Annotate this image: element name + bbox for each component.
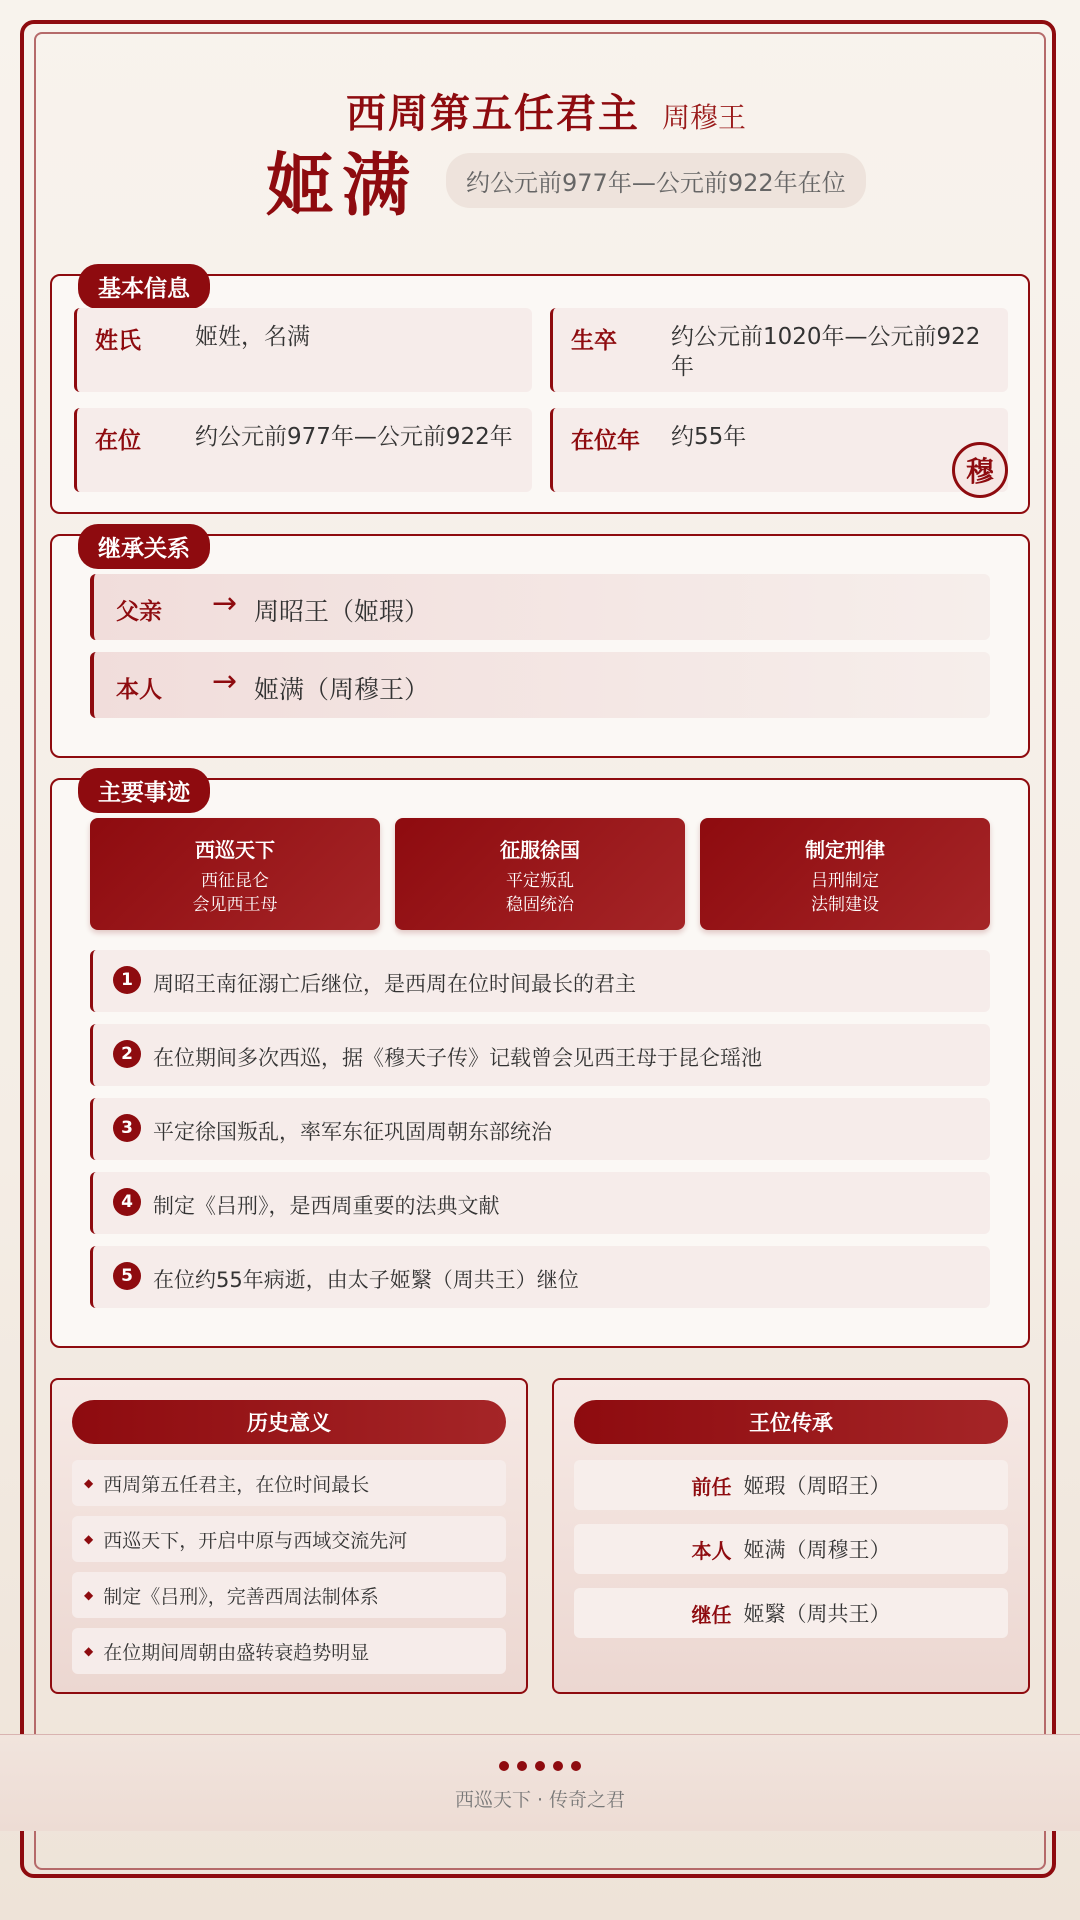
fact-number: 4: [113, 1188, 141, 1216]
events-card: [50, 778, 1030, 1348]
page-subtitle: 周穆王: [662, 101, 747, 134]
event-title: 西巡天下: [195, 838, 275, 862]
fact-text: 周昭王南征溺亡后继位，是西周在位时间最长的君主: [153, 972, 636, 996]
fact-item: [90, 950, 990, 1012]
arrow-right-icon: →: [212, 664, 238, 699]
throne-title: 王位传承: [574, 1400, 1008, 1444]
diamond-icon: ◆: [84, 1476, 94, 1490]
info-cell-reign-years: [550, 408, 1008, 492]
info-key: 在位年: [571, 428, 640, 454]
event-desc-line: 吕刑制定: [811, 871, 879, 891]
succession-value: 周昭王（姬瑕）: [254, 597, 430, 626]
fact-number: 5: [113, 1262, 141, 1290]
significance-item: [72, 1460, 506, 1506]
significance-title: 历史意义: [72, 1400, 506, 1444]
succession-card: [50, 534, 1030, 758]
diamond-icon: ◆: [84, 1532, 94, 1546]
throne-key: 前任: [691, 1474, 732, 1499]
throne-item-predecessor: [574, 1460, 1008, 1510]
fact-item: [90, 1246, 990, 1308]
succession-value: 姬满（周穆王）: [254, 675, 430, 704]
significance-text: 在位期间周朝由盛转衰趋势明显: [103, 1641, 370, 1664]
info-cell-surname: [74, 308, 532, 392]
info-cell-reign: [74, 408, 532, 492]
title-row: [346, 82, 746, 139]
event-desc-line: 法制建设: [811, 895, 879, 915]
reign-badge: 约公元前977年—公元前922年在位: [446, 153, 866, 208]
succession-tag: 继承关系: [78, 524, 210, 569]
event-desc-line: 稳固统治: [506, 895, 574, 915]
dot-icon: [499, 1761, 509, 1771]
basic-info-card: [50, 274, 1030, 514]
throne-key: 继任: [691, 1602, 732, 1627]
ruler-name: 姬满: [266, 146, 419, 226]
footer-text: 西巡天下 · 传奇之君: [454, 1789, 626, 1811]
throne-item-successor: [574, 1588, 1008, 1638]
fact-number: 1: [113, 966, 141, 994]
significance-text: 制定《吕刑》，完善西周法制体系: [103, 1585, 379, 1608]
throne-item-self: [574, 1524, 1008, 1574]
info-key: 在位: [95, 428, 141, 454]
info-key: 生卒: [571, 328, 617, 354]
event-desc: [90, 869, 380, 917]
footer-dots: [0, 1761, 1080, 1771]
footer: [0, 1734, 1080, 1831]
event-box-xu-conquest: [395, 818, 685, 930]
fact-number: 2: [113, 1040, 141, 1068]
info-value: 约55年: [671, 424, 747, 450]
info-value: 姬姓，名满: [195, 324, 310, 350]
dot-icon: [535, 1761, 545, 1771]
name-row: [266, 132, 866, 229]
event-title: 制定刑律: [805, 838, 885, 862]
dot-icon: [517, 1761, 527, 1771]
basic-info-tag: 基本信息: [78, 264, 210, 309]
event-box-penal-code: [700, 818, 990, 930]
throne-value: 姬满（周穆王）: [743, 1538, 891, 1562]
succession-key: 本人: [116, 677, 162, 703]
event-desc-line: 平定叛乱: [506, 871, 574, 891]
significance-panel: [50, 1378, 528, 1694]
seal-stamp: 穆: [952, 442, 1008, 498]
info-value: 约公元前977年—公元前922年: [195, 424, 513, 450]
info-cell-lifespan: [550, 308, 1008, 392]
fact-item: [90, 1172, 990, 1234]
succession-row-self: [90, 652, 990, 718]
event-desc: [395, 869, 685, 917]
event-title: 征服徐国: [500, 838, 580, 862]
fact-text: 制定《吕刑》，是西周重要的法典文献: [153, 1194, 500, 1218]
throne-value: 姬繄（周共王）: [743, 1602, 891, 1626]
significance-item: [72, 1572, 506, 1618]
dot-icon: [571, 1761, 581, 1771]
diamond-icon: ◆: [84, 1588, 94, 1602]
arrow-right-icon: →: [212, 586, 238, 621]
fact-text: 在位期间多次西巡，据《穆天子传》记载曾会见西王母于昆仑瑶池: [153, 1046, 762, 1070]
event-desc-line: 会见西王母: [192, 895, 278, 915]
fact-item: [90, 1024, 990, 1086]
event-desc-line: 西征昆仑: [201, 871, 269, 891]
page-title: 西周第五任君主: [346, 91, 640, 137]
throne-value: 姬瑕（周昭王）: [743, 1474, 891, 1498]
fact-number: 3: [113, 1114, 141, 1142]
events-tag: 主要事迹: [78, 768, 210, 813]
throne-key: 本人: [691, 1538, 732, 1563]
succession-key: 父亲: [116, 599, 162, 625]
significance-item: [72, 1516, 506, 1562]
fact-text: 平定徐国叛乱，率军东征巩固周朝东部统治: [153, 1120, 552, 1144]
fact-text: 在位约55年病逝，由太子姬繄（周共王）继位: [153, 1268, 579, 1292]
info-value: 约公元前1020年—公元前922年: [671, 324, 981, 380]
dot-icon: [553, 1761, 563, 1771]
succession-row-father: [90, 574, 990, 640]
diamond-icon: ◆: [84, 1644, 94, 1658]
event-box-west-tour: [90, 818, 380, 930]
fact-item: [90, 1098, 990, 1160]
significance-text: 西周第五任君主，在位时间最长: [103, 1473, 370, 1496]
significance-item: [72, 1628, 506, 1674]
event-desc: [700, 869, 990, 917]
info-key: 姓氏: [95, 328, 141, 354]
significance-text: 西巡天下，开启中原与西域交流先河: [103, 1529, 408, 1552]
throne-panel: [552, 1378, 1030, 1694]
